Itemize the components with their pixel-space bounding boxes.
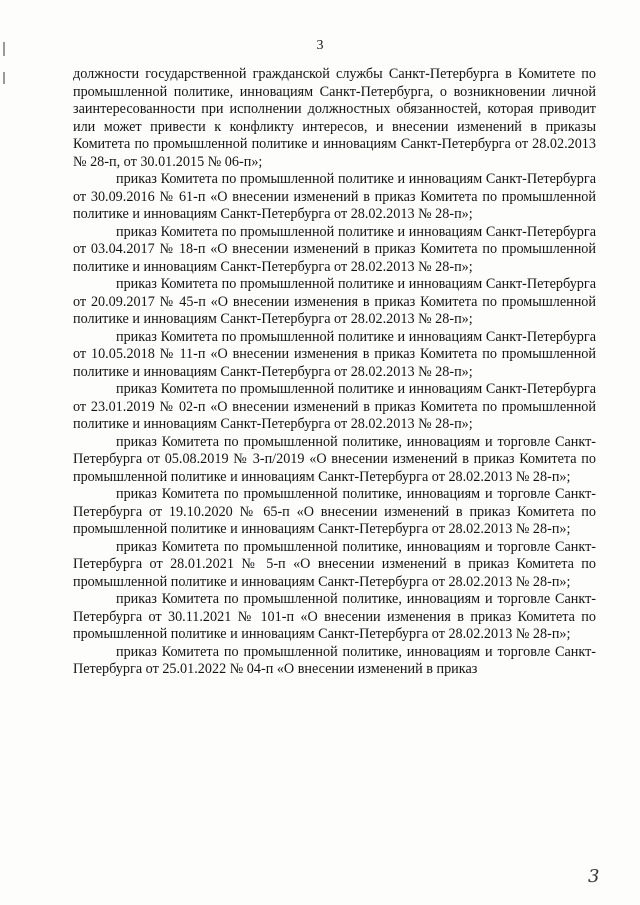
paragraph: приказ Комитета по промышленной политике, инновациям и торговле Санкт-Петербурга от 05.08.2019 № 3-п/2019 «О внесении изменений в приказ Комитета по промышленной политике и инновациям Санкт-Петербурга от 28.02.2013 № 28-п»; (73, 433, 596, 485)
handwritten-page-mark: 3 (588, 866, 600, 887)
paragraph: приказ Комитета по промышленной политике, инновациям и торговле Санкт-Петербурга от 30.11.2021 № 101-п «О внесении изменения в приказ Комитета по промышленной политике и инновациям Санкт-Петербурга от 28.02.2013 № 28-п»; (73, 591, 596, 642)
paragraph: должности государственной гражданской службы Санкт-Петербурга в Комитете по промышленной политике, инновациям Санкт-Петербурга, о возникновении личной заинтересованности при исполнении должностных обязанностей, которая приводит или может привести к конфликту интересов, и внесении изменений в приказы Комитета по промышленной политике и инновациям Санкт-Петербурга от 28.02.2013 № 28-п, от 30.01.2015 № 06-п»; (73, 66, 596, 170)
paragraph: приказ Комитета по промышленной политике и инновациям Санкт-Петербурга от 30.09.2016 № 61-п «О внесении изменений в приказ Комитета по промышленной политике и инновациям Санкт-Петербурга от 28.02.2013 № 28-п»; (73, 171, 596, 222)
page-number: 3 (316, 38, 324, 53)
document-body (73, 66, 596, 679)
paragraph: приказ Комитета по промышленной политике и инновациям Санкт-Петербурга от 03.04.2017 № 18-п «О внесении изменений в приказ Комитета по промышленной политике и инновациям Санкт-Петербурга от 28.02.2013 № 28-п»; (73, 223, 596, 275)
paragraph: приказ Комитета по промышленной политике, инновациям и торговле Санкт-Петербурга от 25.01.2022 № 04-п «О внесении изменений в приказ (73, 643, 596, 677)
paragraph: приказ Комитета по промышленной политике и инновациям Санкт-Петербурга от 23.01.2019 № 02-п «О внесении изменений в приказ Комитета по промышленной политике и инновациям Санкт-Петербурга от 28.02.2013 № 28-п»; (73, 381, 596, 432)
paragraph: приказ Комитета по промышленной политике, инновациям и торговле Санкт-Петербурга от 19.10.2020 № 65-п «О внесении изменений в приказ Комитета по промышленной политике и инновациям Санкт-Петербурга от 28.02.2013 № 28-п»; (73, 486, 596, 537)
paragraph: приказ Комитета по промышленной политике и инновациям Санкт-Петербурга от 10.05.2018 № 11-п «О внесении изменения в приказ Комитета по промышленной политике и инновациям Санкт-Петербурга от 28.02.2013 № 28-п»; (73, 328, 596, 380)
paragraph: приказ Комитета по промышленной политике, инновациям и торговле Санкт-Петербурга от 28.01.2021 № 5-п «О внесении изменений в приказ Комитета по промышленной политике и инновациям Санкт-Петербурга от 28.02.2013 № 28-п»; (73, 538, 596, 590)
paragraph: приказ Комитета по промышленной политике и инновациям Санкт-Петербурга от 20.09.2017 № 45-п «О внесении изменения в приказ Комитета по промышленной политике и инновациям Санкт-Петербурга от 28.02.2013 № 28-п»; (73, 276, 596, 327)
scan-artifact-line (3, 72, 5, 84)
